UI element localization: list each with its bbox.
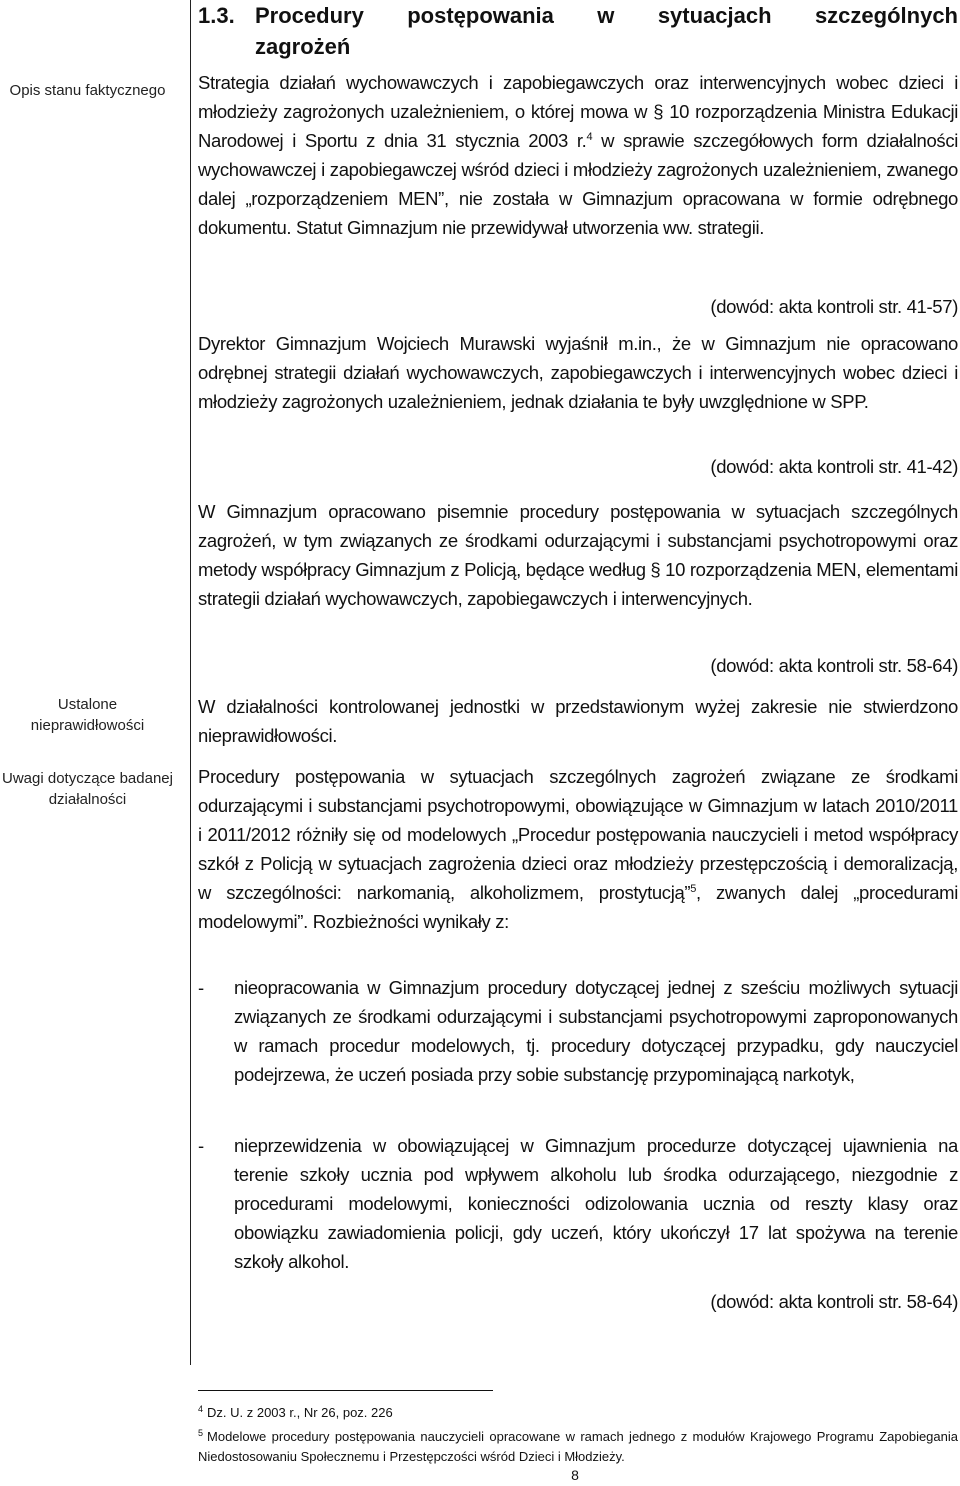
paragraph-text: , zwanych dalej „procedurami modelowymi”. Rozbieżności wynikały z:	[198, 882, 958, 932]
paragraph-strategy	[198, 68, 958, 242]
section-title-line1: Procedury postępowania w sytuacjach szczególnych	[255, 3, 958, 28]
footnote-text: Modelowe procedury postępowania nauczycieli opracowane w ramach jednego z modułów Krajowego Programu Zapobiegania Niedostosowaniu Społecznemu i Przestępczości wśród Dzieci i Młodzieży.	[198, 1429, 958, 1464]
footnote-separator	[198, 1390, 493, 1391]
footnote-4	[198, 1403, 958, 1423]
paragraph-director-explanation: Dyrektor Gimnazjum Wojciech Murawski wyjaśnił m.in., że w Gimnazjum nie opracowano odrębnej strategii działań wychowawczych, zapobiegawczych i interwencyjnych wobec dzieci i młodzieży zagrożonych uzależnieniem, jednak działania te były uwzględnione w SPP.	[198, 333, 958, 412]
evidence-ref: (dowód: akta kontroli str. 41-57)	[710, 296, 958, 317]
paragraph-text: Procedury postępowania w sytuacjach szczególnych zagrożeń związane ze środkami odurzającymi i substancjami psychotropowymi, obowiązujące w Gimnazjum w latach 2010/2011 i 2011/2012 różniły się od modelowych „Procedur postępowania nauczycieli i metod współpracy szkół z Policją w sytuacjach zagrożenia dzieci oraz młodzieży przestępczością i demoralizacją, w szczególności: narkomanią, alkoholizmem, prostytucją”	[198, 766, 958, 903]
sidebar-label-irregularities: Ustalone nieprawidłowości	[30, 696, 145, 734]
paragraph-text: w sprawie szczegółowych form działalności wychowawczej i zapobiegawczej wśród dzieci i młodzieży zagrożonych uzależnieniem, zwanego dalej „rozporządzeniem MEN”, nie została w Gimnazjum opracowana w formie odrębnego dokumentu. Statut Gimnazjum nie przewidywał utworzenia ww. strategii.	[198, 130, 958, 238]
evidence-ref: (dowód: akta kontroli str. 58-64)	[710, 655, 958, 676]
footnote-ref-5: 5	[690, 882, 696, 895]
footnote-number: 4	[198, 1403, 204, 1414]
paragraph-remarks	[198, 762, 958, 936]
footnote-5	[198, 1427, 958, 1467]
list-item-text: nieprzewidzenia w obowiązującej w Gimnazjum procedurze dotyczącej ujawnienia na terenie szkoły ucznia pod wpływem alkoholu lub środka odurzającego, niezgodnie z procedurami modelowymi, konieczności odizolowania ucznia od reszty klasy oraz obowiązku zawiadomienia policji, gdy uczeń, który ukończył 17 lat spożywa na terenie szkoły alkohol.	[234, 1135, 958, 1272]
list-bullet: -	[198, 977, 204, 998]
paragraph-no-irregularities: W działalności kontrolowanej jednostki w przedstawionym wyżej zakresie nie stwierdzono nieprawidłowości.	[198, 696, 958, 746]
list-item	[198, 1131, 958, 1276]
sidebar-label-facts: Opis stanu faktycznego	[9, 82, 166, 99]
footnote-ref-4: 4	[586, 130, 593, 143]
sidebar-label-remarks: Uwagi dotyczące badanej działalności	[2, 770, 173, 808]
section-heading	[198, 0, 958, 62]
list-item	[198, 973, 958, 1089]
column-divider	[190, 0, 191, 1365]
list-item-text: nieopracowania w Gimnazjum procedury dotyczącej jednej z sześciu możliwych sytuacji związanych ze środkami odurzającymi i substancjami psychotropowymi zaproponowanych w ramach procedur modelowych, tj. procedury dotyczącej przypadku, gdy nauczyciel podejrzewa, że uczeń posiada przy sobie substancję przypominającą narkotyk,	[234, 977, 958, 1085]
evidence-ref: (dowód: akta kontroli str. 41-42)	[710, 456, 958, 477]
footnote-number: 5	[198, 1427, 204, 1438]
evidence-ref: (dowód: akta kontroli str. 58-64)	[710, 1291, 958, 1312]
section-title-line2: zagrożeń	[255, 34, 351, 59]
page-number: 8	[571, 1467, 579, 1483]
section-number: 1.3.	[198, 3, 235, 28]
paragraph-text: Strategia działań wychowawczych i zapobiegawczych oraz interwencyjnych wobec dzieci i młodzieży zagrożonych uzależnieniem, o której mowa w § 10 rozporządzenia Ministra Edukacji Narodowej i Sportu z dnia 31 stycznia 2003 r.	[198, 72, 958, 151]
paragraph-procedures: W Gimnazjum opracowano pisemnie procedury postępowania w sytuacjach szczególnych zagrożeń, w tym związanych ze środkami odurzającymi i substancjami psychotropowymi oraz metody współpracy Gimnazjum z Policją, będące według § 10 rozporządzenia MEN, elementami strategii działań wychowawczych, zapobiegawczych i interwencyjnych.	[198, 501, 958, 609]
list-bullet: -	[198, 1135, 204, 1156]
footnote-text: Dz. U. z 2003 r., Nr 26, poz. 226	[207, 1405, 393, 1420]
